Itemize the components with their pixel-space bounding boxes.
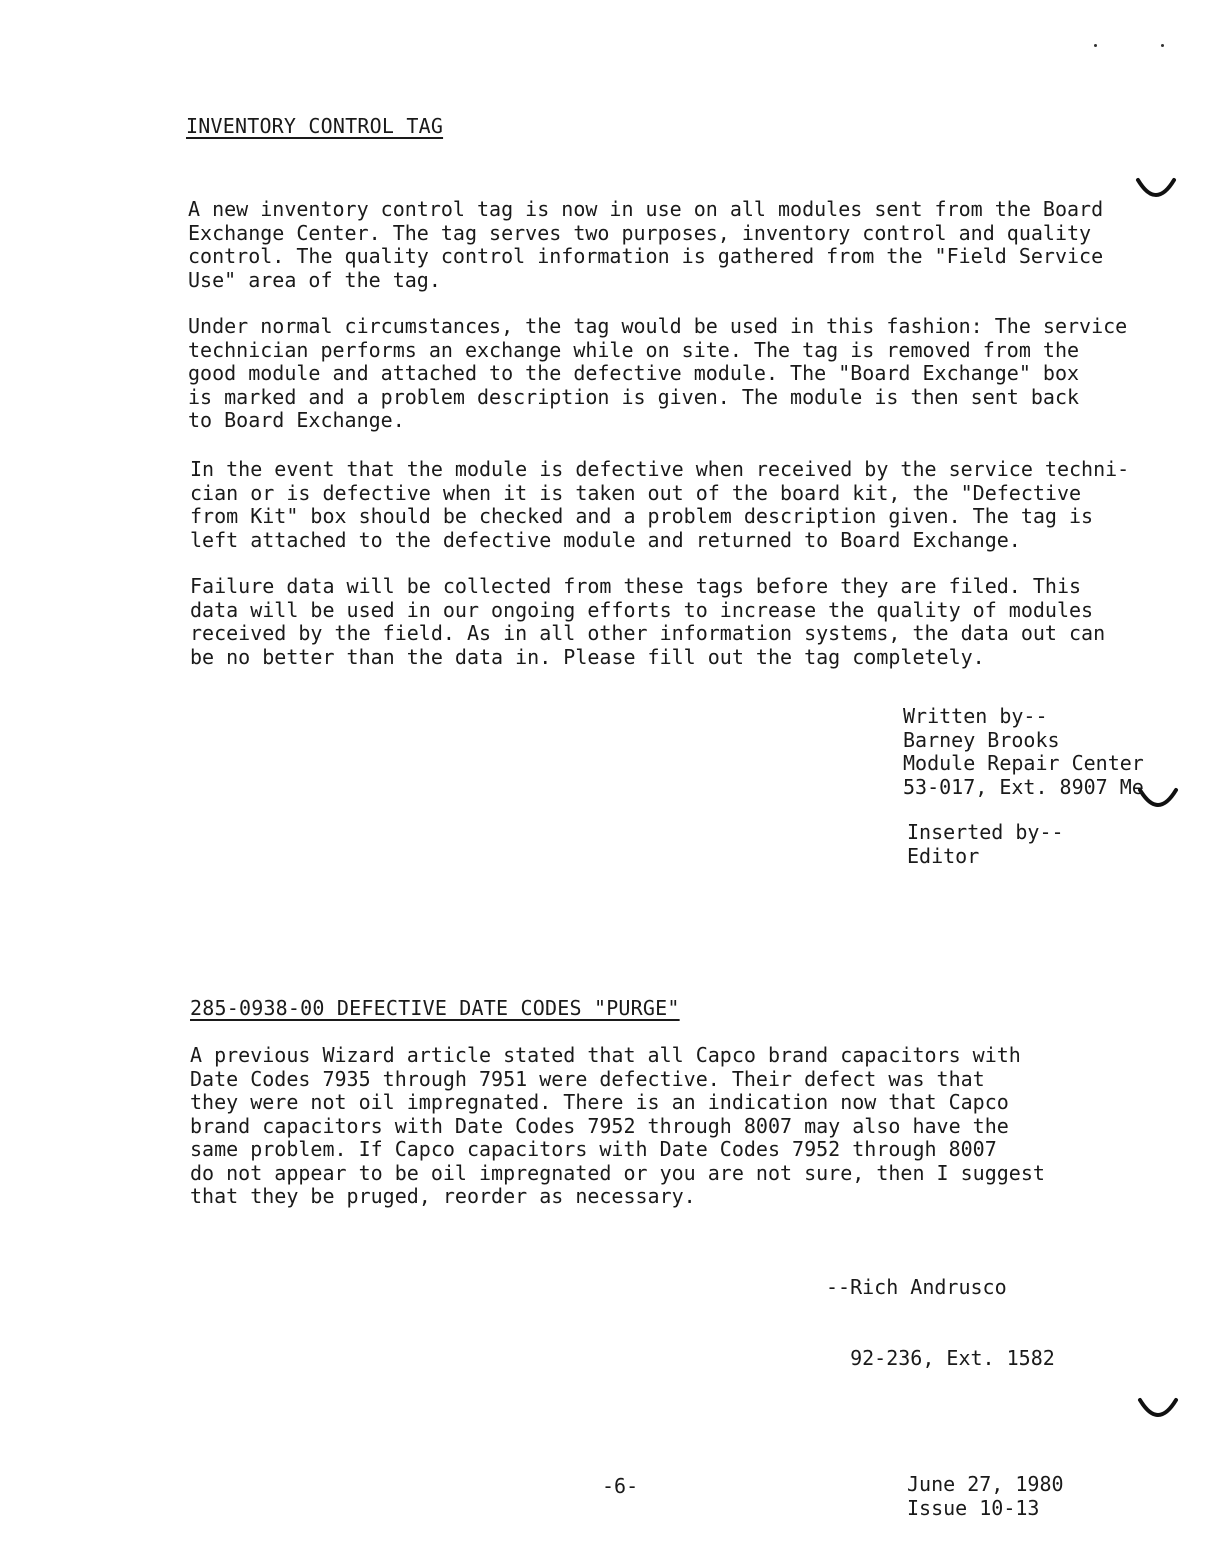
text-line: brand capacitors with Date Codes 7952 through 8007 may also have the (190, 1113, 1009, 1138)
article-heading: INVENTORY CONTROL TAG (186, 114, 444, 138)
text-line: Under normal circumstances, the tag would be used in this fashion: The service (188, 314, 1128, 338)
text-line: Editor (907, 843, 980, 868)
article-paragraph (190, 575, 1105, 669)
text-line: to Board Exchange. (188, 408, 405, 432)
author-signature (903, 705, 1144, 799)
text-line: 92-236, Ext. 1582 (826, 1345, 1055, 1370)
article-paragraph (188, 315, 1127, 433)
speck-mark (1161, 44, 1164, 47)
text-line: good module and attached to the defective module. The "Board Exchange" box (188, 361, 1080, 385)
author-signature (826, 1229, 1055, 1417)
text-line: received by the field. As in all other information systems, the data out can (190, 621, 1106, 645)
text-line: A new inventory control tag is now in use on all modules sent from the Board (188, 197, 1104, 221)
inserted-by-note (907, 821, 1064, 868)
article-paragraph (190, 458, 1129, 552)
text-line: In the event that the module is defective when received by the service techni- (190, 457, 1130, 481)
text-line: Exchange Center. The tag serves two purposes, inventory control and quality (188, 220, 1092, 245)
text-line: Barney Brooks (903, 727, 1060, 752)
text-line: that they be pruged, reorder as necessary. (190, 1184, 696, 1208)
text-line: from Kit" box should be checked and a problem description given. The tag is (190, 504, 1094, 528)
speck-mark (1094, 44, 1097, 47)
issue-info (907, 1473, 1064, 1520)
text-line: is marked and a problem description is given. The module is then sent back (188, 384, 1080, 409)
text-line: Use" area of the tag. (188, 267, 441, 292)
article-paragraph (188, 198, 1103, 292)
text-line: Failure data will be collected from these tags before they are filed. This (190, 574, 1082, 598)
article-heading: 285-0938-00 DEFECTIVE DATE CODES "PURGE" (190, 996, 680, 1020)
text-line: left attached to the defective module and returned to Board Exchange. (190, 527, 1021, 552)
page-number: -6- (602, 1474, 639, 1498)
text-line: --Rich Andrusco (826, 1275, 1007, 1299)
issue-number: Issue 10-13 (907, 1495, 1040, 1520)
text-line: A previous Wizard article stated that all Capco brand capacitors with (190, 1043, 1021, 1067)
text-line: cian or is defective when it is taken out of the board kit, the "Defective (190, 480, 1082, 505)
text-line: Written by-- (903, 704, 1048, 728)
text-line: data will be used in our ongoing efforts to increase the quality of modules (190, 597, 1094, 622)
text-line: Date Codes 7935 through 7951 were defective. Their defect was that (190, 1066, 985, 1091)
text-line: Inserted by-- (907, 820, 1064, 844)
text-line: 53-017, Ext. 8907 Me (903, 774, 1144, 799)
text-line: do not appear to be oil impregnated or you are not sure, then I suggest (190, 1160, 1045, 1185)
text-line: technician performs an exchange while on site. The tag is removed from the (188, 337, 1080, 362)
text-line: be no better than the data in. Please fill out the tag completely. (190, 644, 985, 669)
punch-hole-mark (1134, 176, 1178, 204)
punch-hole-mark (1136, 1396, 1180, 1424)
text-line: Module Repair Center (903, 751, 1144, 775)
article-paragraph (190, 1044, 1045, 1209)
issue-date: June 27, 1980 (907, 1472, 1064, 1496)
text-line: same problem. If Capco capacitors with Date Codes 7952 through 8007 (190, 1137, 997, 1161)
text-line: they were not oil impregnated. There is an indication now that Capco (190, 1090, 1009, 1114)
text-line: control. The quality control information is gathered from the "Field Service (188, 244, 1104, 268)
